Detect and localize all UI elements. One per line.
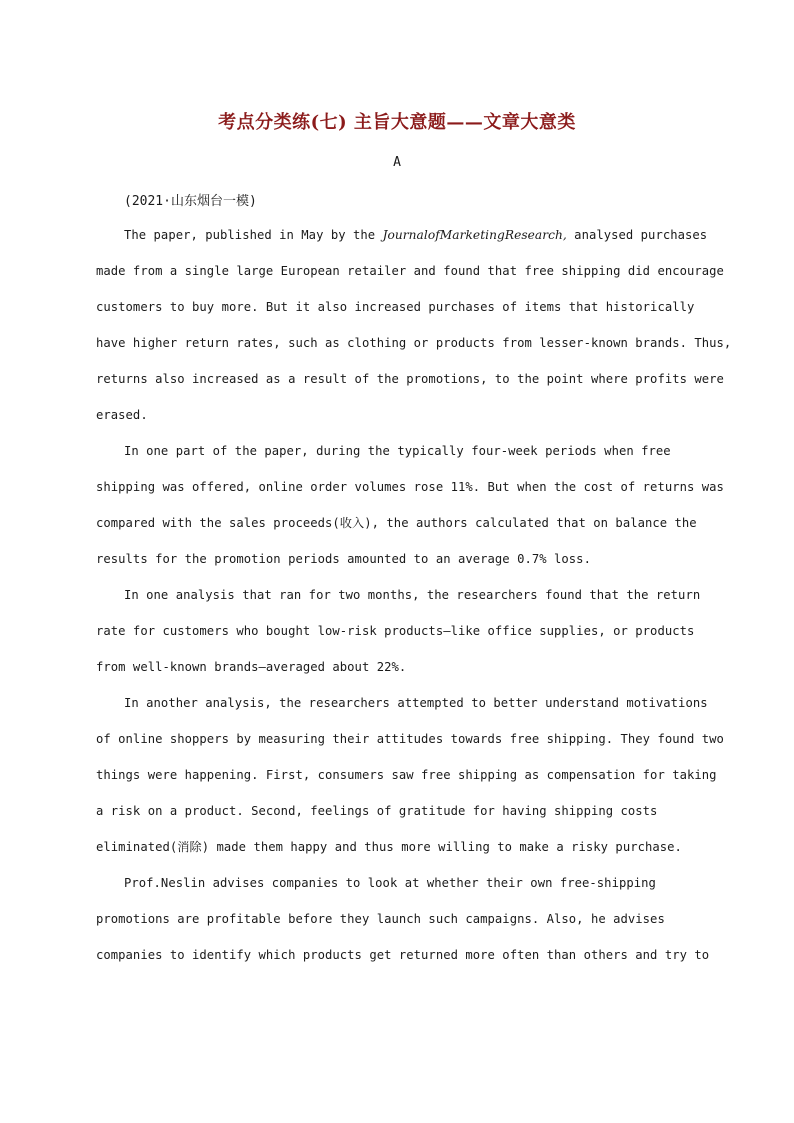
paragraph-1-line-2: made from a single large European retailer and found that free shipping did encourage — [96, 264, 724, 278]
page-title: 考点分类练(七) 主旨大意题——文章大意类 — [218, 112, 576, 133]
paragraph-5-line-2: promotions are profitable before they launch such campaigns. Also, he advises — [96, 912, 665, 926]
paragraph-4-line-4: a risk on a product. Second, feelings of gratitude for having shipping costs — [96, 804, 658, 818]
journal-name: JournalofMarketingResearch, — [382, 228, 567, 242]
text-run: The paper, published in May by the — [124, 228, 383, 242]
paragraph-3-line-2: rate for customers who bought low-risk products—like office supplies, or products — [96, 624, 695, 638]
paragraph-3-line-1: In one analysis that ran for two months, the researchers found that the return — [124, 588, 701, 602]
paragraph-4-line-3: things were happening. First, consumers saw free shipping as compensation for taking — [96, 768, 717, 782]
paragraph-5-line-1: Prof.Neslin advises companies to look at whether their own free-shipping — [124, 876, 656, 890]
paragraph-1-line-6: erased. — [96, 408, 148, 422]
paragraph-1-line-1 — [124, 227, 744, 243]
paragraph-3-line-3: from well-known brands—averaged about 22%. — [96, 660, 407, 674]
paragraph-4-line-1: In another analysis, the researchers attempted to better understand motivations — [124, 696, 708, 710]
paragraph-4-line-5: eliminated(消除) made them happy and thus more willing to make a risky purchase. — [96, 840, 682, 854]
section-label: A — [393, 155, 401, 170]
paragraph-2-line-3: compared with the sales proceeds(收入), the authors calculated that on balance the — [96, 516, 697, 530]
text-run: analysed purchases — [566, 228, 708, 242]
paragraph-2-line-2: shipping was offered, online order volumes rose 11%. But when the cost of returns was — [96, 480, 724, 494]
source-note: (2021·山东烟台一模) — [124, 194, 257, 209]
paragraph-1-line-3: customers to buy more. But it also increased purchases of items that historically — [96, 300, 695, 314]
paragraph-2-line-1: In one part of the paper, during the typically four-week periods when free — [124, 444, 671, 458]
paragraph-4-line-2: of online shoppers by measuring their attitudes towards free shipping. They found two — [96, 732, 724, 746]
paragraph-2-line-4: results for the promotion periods amounted to an average 0.7% loss. — [96, 552, 591, 566]
paragraph-5-line-3: companies to identify which products get returned more often than others and try to — [96, 948, 710, 962]
paragraph-1-line-5: returns also increased as a result of the promotions, to the point where profits were — [96, 372, 724, 386]
paragraph-1-line-4: have higher return rates, such as clothing or products from lesser-known brands. Thus, — [96, 336, 732, 350]
